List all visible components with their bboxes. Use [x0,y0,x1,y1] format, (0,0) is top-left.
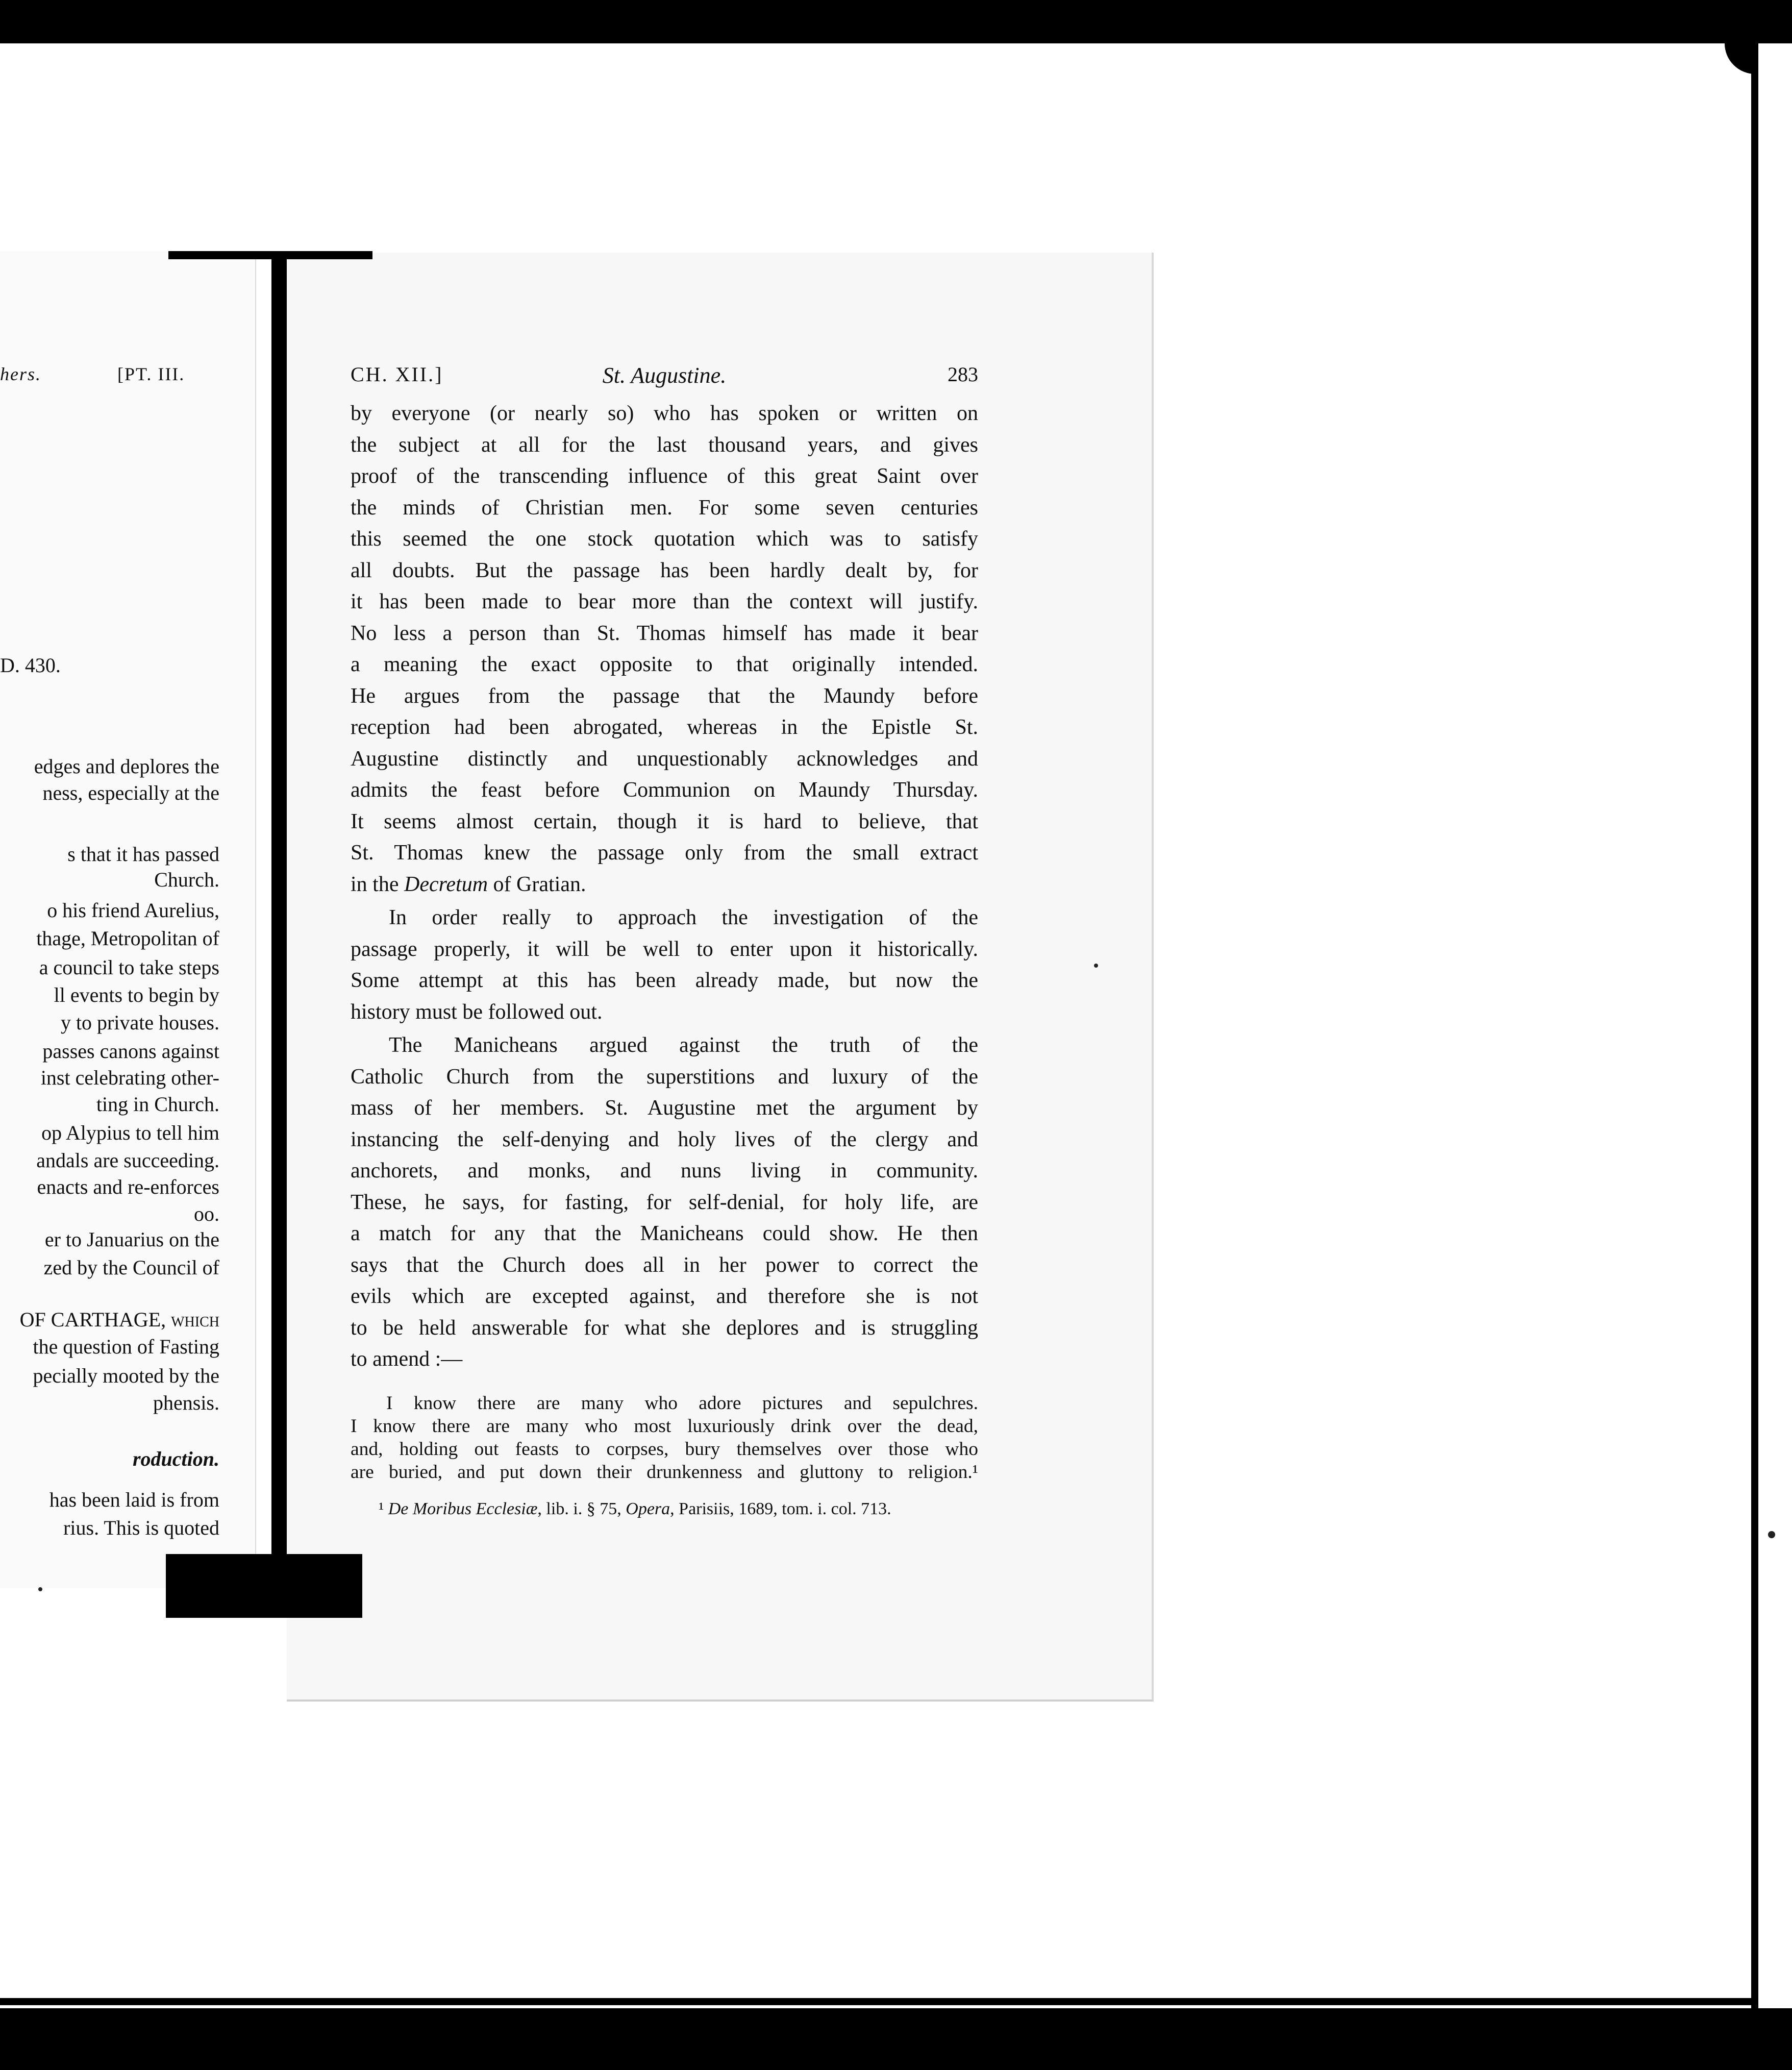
text-line: instancing the self-denying and holy lives of the clergy and [351,1127,978,1151]
text-line: Catholic Church from the superstitions and luxury of the [351,1065,978,1089]
scan-frame-bottom [0,2008,1792,2070]
quote-line: I know there are many who adore pictures and sepulchres. [386,1392,978,1414]
left-year-line: D. 430. [0,654,61,677]
text-line: reception had been abrogated, whereas in the Epistle St. [351,716,978,739]
text-line: admits the feast before Communion on Maundy Thursday. [351,778,978,802]
text-line: St. Thomas knew the passage only from the small extract [351,841,978,865]
left-text-line: thage, Metropolitan of [36,927,219,950]
left-page [0,251,256,1588]
text-line: The Manicheans argued against the truth of the [389,1033,978,1057]
text-line-last: history must be followed out. [351,1000,603,1024]
text-line: the minds of Christian men. For some seven centuries [351,496,978,520]
text-line: anchorets, and monks, and nuns living in community. [351,1159,978,1182]
quote-line: I know there are many who most luxuriously drink over the dead, [351,1415,978,1437]
footnote [351,1499,978,1519]
left-text-line: zed by the Council of [43,1256,219,1279]
left-text-line: edges and deplores the [34,755,219,778]
block-quote [351,1392,978,1484]
text-line: These, he says, for fasting, for self-denial, for holy life, are [351,1190,978,1214]
clamp-top-bar [168,251,372,259]
text-line: by everyone (or nearly so) who has spoken or written on [351,402,978,425]
italic-term: Decretum [404,872,488,896]
footnote-marker: ¹ [379,1499,384,1518]
running-title: St. Augustine. [602,363,727,388]
text-line: evils which are excepted against, and therefore she is not [351,1285,978,1308]
page-content [351,362,978,1519]
left-text-line: ll events to begin by [54,983,219,1006]
chapter-label: CH. XII.] [351,363,443,386]
body-text [351,398,978,1377]
scan-speck [1768,1531,1775,1538]
left-running-head-right: [PT. III. [117,364,185,384]
scan-speck [38,1587,42,1591]
left-text-line: oo. [194,1202,219,1225]
scan-frame-right [1751,43,1758,2008]
clamp-vertical-bar [271,255,287,1582]
left-text-line: op Alypius to tell him [41,1121,219,1144]
scan-frame-top [0,0,1792,43]
left-text-line: ness, especially at the [42,781,219,804]
text-line: a match for any that the Manicheans could show. He then [351,1222,978,1245]
right-page [287,253,1154,1702]
text-line: passage properly, it will be well to enter upon it historically. [351,937,978,961]
scan-frame-bottom-line [0,1998,1755,2005]
left-text-line: the question of Fasting [33,1335,219,1358]
footnote-middle: , lib. i. § 75, [537,1499,626,1518]
scan-speck [1094,964,1098,968]
left-text-line: inst celebrating other- [40,1066,219,1089]
text-line: says that the Church does all in her power to correct the [351,1253,978,1277]
footnote-opera: Opera [626,1499,670,1518]
text-line: a meaning the exact opposite to that originally intended. [351,653,978,676]
running-head [351,362,978,398]
left-text-line: a council to take steps [39,956,219,979]
left-text-line: Church. [154,868,219,891]
text-line: it has been made to bear more than the context will justify. [351,590,978,613]
text-line: He argues from the passage that the Maundy before [351,684,978,708]
left-text-line: roduction. [132,1447,219,1470]
text-line: proof of the transcending influence of this great Saint over [351,464,978,488]
text-line: mass of her members. St. Augustine met the argument by [351,1096,978,1120]
left-text-line: passes canons against [42,1040,219,1063]
page-number: 283 [948,363,978,386]
text-line: the subject at all for the last thousand years, and gives [351,433,978,457]
left-running-head-left: hers. [0,364,41,384]
scan-margin-right [1758,43,1792,2008]
text-line-last: in the Decretum of Gratian. [351,872,586,896]
text-line: No less a person than St. Thomas himself has made it bear [351,621,978,645]
left-text-line: enacts and re-enforces [37,1175,219,1198]
left-text-line: OF CARTHAGE, which [19,1308,219,1331]
text-line: Some attempt at this has been already made, but now the [351,969,978,992]
left-text-line: has been laid is from [49,1488,219,1511]
footnote-rest: , Parisiis, 1689, tom. i. col. 713. [670,1499,891,1518]
text-line: In order really to approach the investigation of the [389,906,978,929]
text-line: all doubts. But the passage has been hardly dealt by, for [351,558,978,582]
left-text-line: rius. This is quoted [63,1516,219,1539]
text-line: Augustine distinctly and unquestionably acknowledges and [351,747,978,771]
text-line: It seems almost certain, though it is hard to believe, that [351,809,978,833]
left-text-line: phensis. [153,1391,219,1414]
clamp-foot-block [166,1554,362,1618]
left-text-line: y to private houses. [60,1011,219,1034]
text-line-last: to amend :— [351,1347,463,1371]
footnote-title: De Moribus Ecclesiæ [388,1499,538,1518]
left-text-line: ting in Church. [96,1093,219,1116]
left-text-line: pecially mooted by the [33,1364,219,1387]
quote-line: and, holding out feasts to corpses, bury themselves over those who [351,1438,978,1460]
text-line: this seemed the one stock quotation which was to satisfy [351,527,978,551]
quote-line: are buried, and put down their drunkenness and gluttony to religion.¹ [351,1461,978,1483]
left-text-line: andals are succeeding. [36,1149,219,1172]
left-text-line: s that it has passed [67,843,219,866]
left-text-line: o his friend Aurelius, [47,899,219,922]
left-text-line: er to Januarius on the [44,1228,219,1251]
text-line: to be held answerable for what she deplores and is struggling [351,1316,978,1340]
